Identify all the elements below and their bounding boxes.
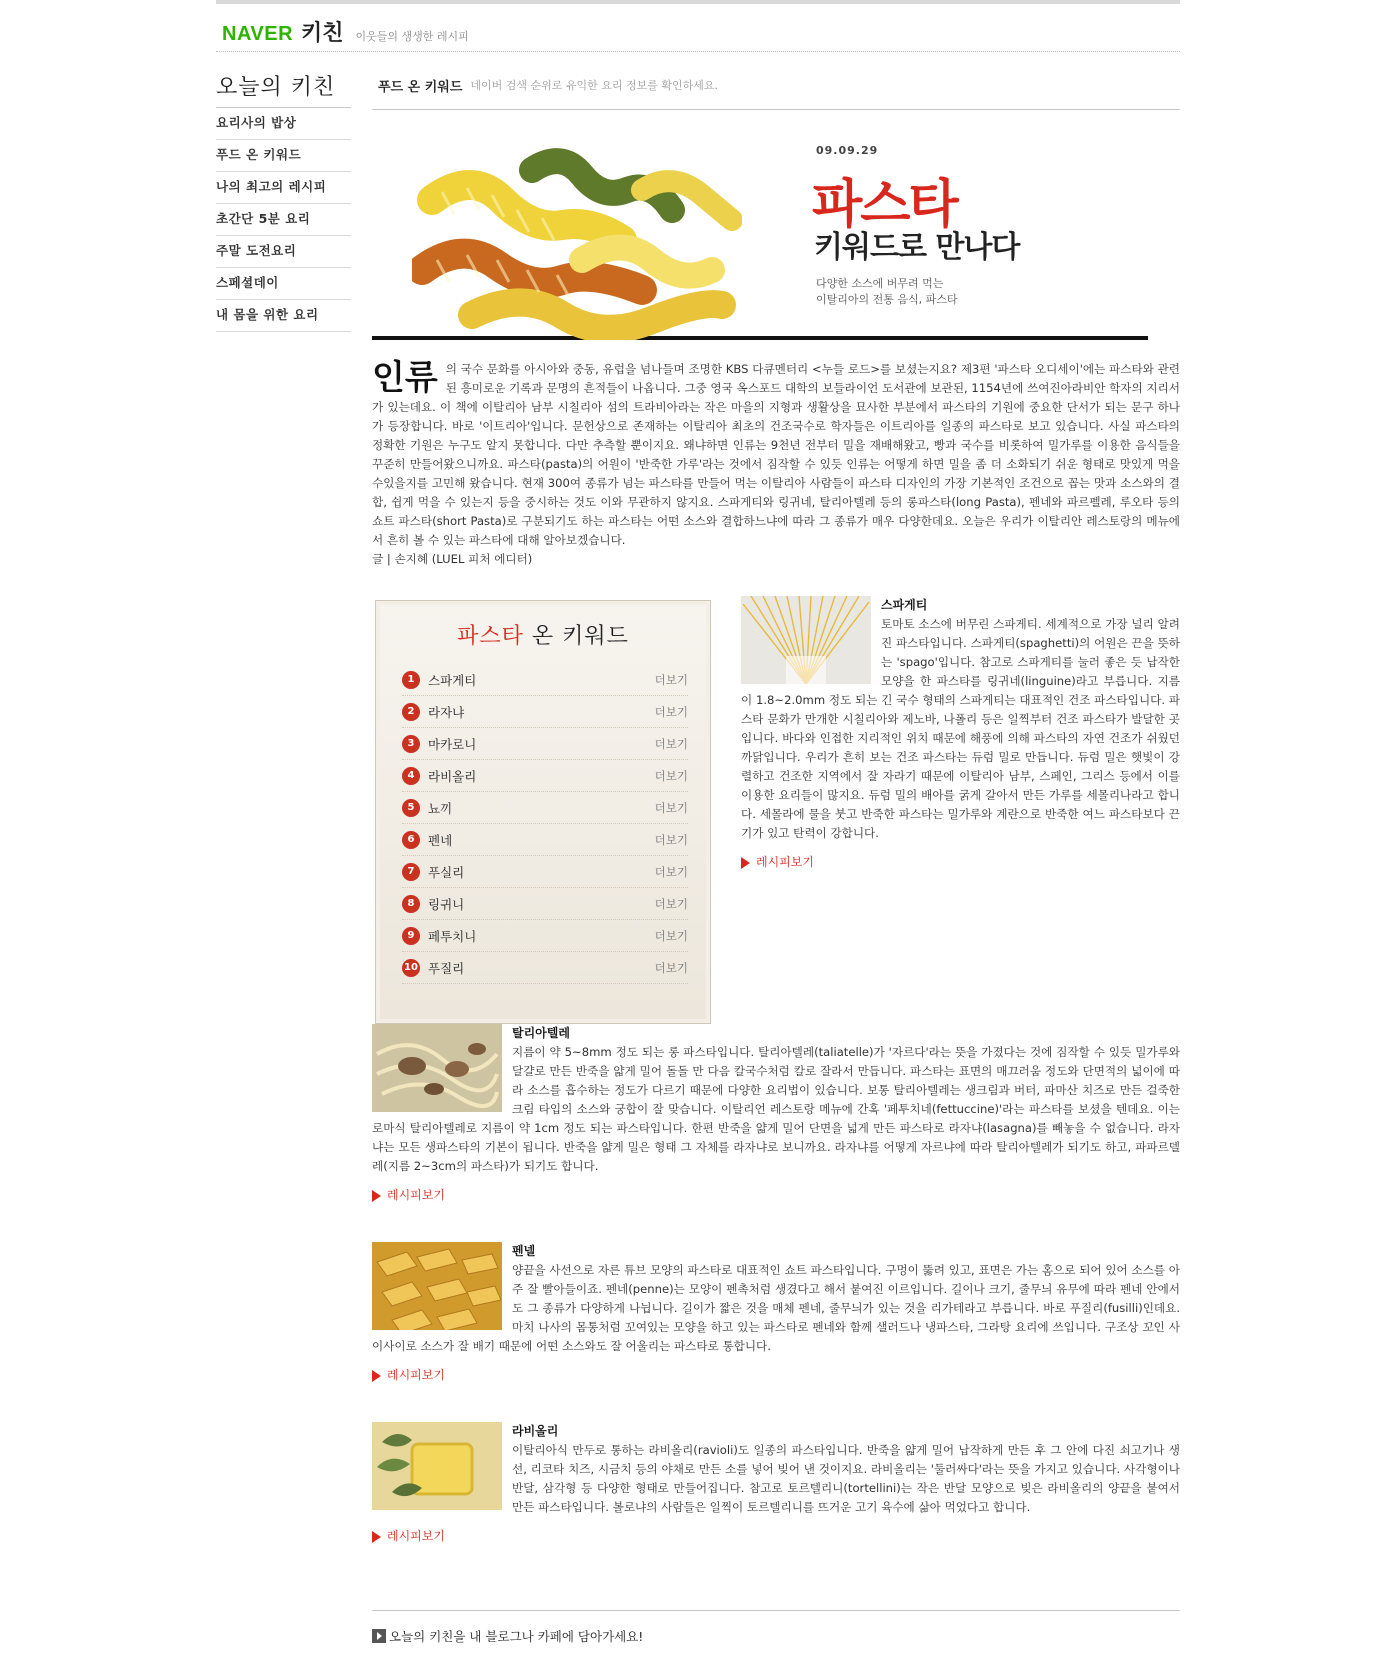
fusilli-image [412,130,742,340]
arrow-right-icon [372,1531,381,1543]
sidebar-item-my-best-recipe[interactable]: 나의 최고의 레시피 [216,172,351,204]
sidebar-title[interactable]: 오늘의 키친 [216,70,351,108]
intro-credit: 글 | 손지혜 (LUEL 피처 에디터) [372,552,533,566]
keyword-name[interactable]: 뇨끼 [428,800,453,816]
tagline: 이웃들의 생생한 레시피 [355,30,469,43]
keyword-item[interactable] [402,888,688,920]
rank-badge: 10 [402,959,420,977]
hero-subtitle: 키워드로 만나다 [814,230,1020,265]
rank-badge: 2 [402,703,420,721]
spaghetti-image [741,596,871,684]
arrow-right-icon [372,1190,381,1202]
keyword-item[interactable] [402,696,688,728]
recipe-link-label[interactable]: 레시피보기 [387,1188,445,1202]
main-content [372,70,1180,1543]
article-body: 이탈리아식 만두로 통하는 라비올리(ravioli)도 일종의 파스타입니다. 반죽을 얇게 밀어 납작하게 만든 후 그 안에 다진 쇠고기나 생선, 리코타 치즈, 시금치 등의 야채로 만든 소를 넣어 빚어 낸 것이지요. 라비올리는 '둘러싸다'라는 뜻을 가지고 있습니다. 사각형이나 반달, 삼각형 등 다양한 형태로 만들어집니다. 참고로 토르텔리니(tortellini)는 작은 반달 모양으로 빚은 라비올리의 양끝을 붙여서 만든 파스타입니다. 볼로냐의 사람들은 일찍이 토르텔리니를 뜨거운 고기 육수에 삶아 먹었다고 합니다. [512,1443,1180,1514]
section-desc: 네이버 검색 순위로 유익한 요리 정보를 확인하세요. [470,79,719,92]
brand[interactable] [222,16,469,47]
keyword-name[interactable]: 펜네 [428,832,453,848]
article-spaghetti [741,596,1180,872]
more-link[interactable]: 더보기 [654,832,688,847]
recipe-link[interactable] [372,1527,1180,1546]
hero-date: 09.09.29 [816,144,879,157]
keyword-name[interactable]: 마카로니 [428,736,477,752]
keyword-name[interactable]: 푸질리 [428,960,465,976]
naver-logo[interactable]: NAVER [222,23,294,45]
sidebar-item-special-day[interactable]: 스페셜데이 [216,268,351,300]
article-body: 양끝을 사선으로 자른 튜브 모양의 파스타로 대표적인 쇼트 파스타입니다. 구멍이 뚫려 있고, 표면은 가는 홈으로 되어 있어 소스를 아주 잘 빨아들이죠. 펜네(penne)는 모양이 펜촉처럼 생겼다고 해서 붙여진 이르입니다. 길이나 크기, 줄무늬 유무에 따라 펜네 안에서도 그 종류가 다양하게 나뉩니다. 길이가 짧은 것을 매체 펜네, 줄무늬가 있는 것을 리가테라고 부릅니다. 바로 푸질리(fusilli)인데요. 마치 나사의 몸통처럼 꼬여있는 모양을 하고 있는 파스타로 펜네와 함께 샐러드나 냉파스타, 그라탕 요리에 쓰입니다. 구조상 꼬인 사이사이로 소스가 잘 배기 때문에 어떤 소스와도 잘 어울리는 파스타로 통합니다. [372,1263,1180,1353]
sidebar-item-healthy-food[interactable]: 내 몸을 위한 요리 [216,300,351,332]
arrow-right-icon [372,1370,381,1382]
sidebar-item-food-on-keyword[interactable]: 푸드 온 키워드 [216,140,351,172]
sidebar-item-5min-recipe[interactable]: 초간단 5분 요리 [216,204,351,236]
rank-badge: 8 [402,895,420,913]
recipe-link[interactable] [741,853,1180,872]
sidebar-item-weekend-challenge[interactable]: 주말 도전요리 [216,236,351,268]
intro-text [372,360,1180,569]
article-title: 라비올리 [512,1424,559,1438]
keyword-name[interactable]: 라비올리 [428,768,477,784]
keyword-name[interactable]: 스파게티 [428,672,477,688]
header [216,4,1180,52]
keyword-name[interactable]: 푸실리 [428,864,465,880]
kitchen-title[interactable]: 키친 [301,21,344,46]
rank-badge: 4 [402,767,420,785]
keyword-box [375,600,711,1024]
ravioli-image [372,1422,502,1510]
article-title: 스파게티 [881,598,928,612]
keyword-item[interactable] [402,664,688,696]
article-title: 펜넬 [512,1244,536,1258]
more-link[interactable]: 더보기 [654,960,688,975]
keyword-item[interactable] [402,760,688,792]
more-link[interactable]: 더보기 [654,864,688,879]
rank-badge: 6 [402,831,420,849]
recipe-link-label[interactable]: 레시피보기 [387,1529,445,1543]
keyword-list [402,664,688,984]
recipe-link-label[interactable]: 레시피보기 [387,1368,445,1382]
rank-badge: 7 [402,863,420,881]
article-tagliatelle [372,1024,1180,1205]
more-link[interactable]: 더보기 [654,800,688,815]
rank-badge: 5 [402,799,420,817]
keyword-item[interactable] [402,856,688,888]
hero-desc-line2: 이탈리아의 전통 음식, 파스타 [816,293,958,306]
intro-dropcap: 인류 [372,358,438,398]
keyword-name[interactable]: 링귀니 [428,896,465,912]
intro-body: 의 국수 문화를 아시아와 중동, 유럽을 넘나들며 조명한 KBS 다큐멘터리 <누들 로드>를 보셨는지요? 제3편 '파스타 오디세이'에는 파스타와 관련된 흥미로운 기록과 문명의 흔적들이 나옵니다. 그중 영국 옥스포드 대학의 보들라이언 도서관에 보관된, 1154년에 쓰여진아라비안 학자의 지리서가 있는데요. 이 책에 이탈리아 남부 시칠리아 섬의 트라비아라는 작은 마을의 지형과 생활상을 묘사한 부분에서 파스타의 기원에 중요한 단서가 되는 문구 하나가 등장합니다. 바로 '이트리아'입니다. 문헌상으로 존재하는 이탈리아 최초의 건조국수로 학자들은 이트리아를 일종의 파스타로 보고 있습니다. 사실 파스타의 정확한 기원은 누구도 알지 못합니다. 다만 추측할 뿐이지요. 왜냐하면 인류는 9천년 전부터 밀을 재배해왔고, 빵과 국수를 비롯하여 밀가루를 이용한 음식들을 꾸준히 만들어왔으니까요. 파스타(pasta)의 어원이 '반죽한 가루'라는 것에서 짐작할 수 있듯 인류는 어떻게 하면 밀을 좀 더 소화되기 쉬운 형태로 맛있게 먹을 수있을지를 고민해 왔습니다. 현재 300여 종류가 넘는 파스타를 만들어 먹는 이탈리아 사람들이 파스타 디자인의 가장 기본적인 조건으로 꼽는 맛과 소스와의 결합, 쉽게 먹을 수 있는지 등을 중시하는 것도 이와 무관하지 않지요. 스파게티와 링귀네, 탈리아텔레 등의 롱파스타(long Pasta), 펜네와 파르펠레, 루오타 등의 쇼트 파스타(short Pasta)로 구분되기도 하는 파스타는 어떤 소스와 결합하느냐에 따라 그 종류가 매우 다양한데요. 오늘은 우리가 이탈리안 레스토랑의 메뉴에서 흔히 볼 수 있는 파스타에 대해 알아보겠습니다. [372,362,1180,547]
hero-title: 파스타 [812,175,957,235]
footer-share[interactable] [372,1610,1180,1645]
hero-desc-line1: 다양한 소스에 버무려 먹는 [816,277,944,290]
more-link[interactable]: 더보기 [654,672,688,687]
more-link[interactable]: 더보기 [654,704,688,719]
hero-banner [372,110,1148,340]
more-link[interactable]: 더보기 [654,768,688,783]
article-body: 토마토 소스에 버무린 스파게티. 세계적으로 가장 널리 알려진 파스타입니다. 스파게티(spaghetti)의 어원은 끈을 뜻하는 'spago'입니다. 참고로 스파게티를 눌러 좋은 듯 납작한 모양을 한 파스타를 링귀네(linguine)라고 부릅니다. 지름이 1.8~2.0mm 정도 되는 긴 국수 형태의 스파게티는 대표적인 건조 파스타입니다. 파스타 문화가 만개한 시칠리아와 제노바, 나폴리 등은 일찍부터 건조 파스타가 발달한 곳입니다. 바다와 인접한 지리적인 위치 때문에 해풍에 의해 파스타의 자연 건조가 쉬웠던 까닭입니다. 우리가 흔히 보는 건조 파스타는 듀럼 밀로 만듭니다. 듀럼 밀은 햇빛이 강렬하고 건조한 지역에서 잘 자라기 때문에 이탈리아 남부, 스페인, 그리스 등에서 이를 이용한 요리들이 많지요. 듀럼 밀의 배아를 굵게 갈아서 만든 가루를 세몰리나라고 합니다. 세몰라에 물을 붓고 반죽한 파스타는 밀가루와 계란으로 반죽한 여느 파스타보다 끈기가 있고 탄력이 강합니다. [741,617,1180,840]
recipe-link-label[interactable]: 레시피보기 [756,855,814,869]
keyword-item[interactable] [402,824,688,856]
penne-image [372,1242,502,1330]
keyword-name[interactable]: 페투치니 [428,928,477,944]
recipe-link[interactable] [372,1366,1180,1385]
keyword-item[interactable] [402,920,688,952]
section-header [372,70,1180,110]
more-link[interactable]: 더보기 [654,736,688,751]
keyword-name[interactable]: 라자냐 [428,704,465,720]
share-label[interactable]: 오늘의 키친을 내 블로그나 카페에 담아가세요! [389,1629,644,1644]
article-ravioli [372,1422,1180,1546]
article-penne [372,1242,1180,1385]
section-title: 푸드 온 키워드 [378,80,463,95]
sidebar [216,70,351,332]
keyword-item[interactable] [402,792,688,824]
sidebar-item-chef-table[interactable]: 요리사의 밥상 [216,108,351,140]
arrow-right-icon [741,857,750,869]
recipe-link[interactable] [372,1186,1180,1205]
keyword-item[interactable] [402,728,688,760]
rank-badge: 9 [402,927,420,945]
keyword-title-highlight: 파스타 [457,624,524,649]
article-body: 지름이 약 5~8mm 정도 되는 롱 파스타입니다. 탈리아텔레(taliatelle)가 '자르다'라는 뜻을 가졌다는 것에 짐작할 수 있듯 밀가루와 달걀로 만든 반죽을 얇게 밀어 돌돌 만 다음 칼국수처럼 칼로 잘라서 만듭니다. 파스타는 표면의 매끄러움 정도와 단면적의 넓이에 따라 소스를 흡수하는 정도가 다르기 때문에 다양한 요리법이 있습니다. 보통 탈리아텔레는 생크림과 버터, 파마산 치즈로 만든 걸죽한 크림 타입의 소스와 궁합이 잘 맞습니다. 이탈리언 레스토랑 메뉴에 간혹 '페투치네(fettuccine)'라는 파스타를 보셨을 텐데요. 이는 로마식 탈리아텔레로 지름이 약 1cm 정도 되는 파스타입니다. 한편 반죽을 얇게 밀어 단면을 넓게 만든 파스타로 라자냐(lasagna)를 빼놓을 수 없습니다. 라자냐는 모든 생파스타의 기본이 됩니다. 반죽을 얇게 밀은 형태 그 자체를 라자냐로 보니까요. 라자냐를 어떻게 자르냐에 따라 탈리아텔레가 되기도 하고, 파파르델레(지름 2~3cm의 파스타)가 되기도 합니다. [372,1045,1180,1173]
more-link[interactable]: 더보기 [654,896,688,911]
rank-badge: 3 [402,735,420,753]
article-title: 탈리아텔레 [512,1026,570,1040]
tagliatelle-image [372,1024,502,1112]
keyword-item[interactable] [402,952,688,984]
more-link[interactable]: 더보기 [654,928,688,943]
share-arrow-icon [372,1629,386,1643]
rank-badge: 1 [402,671,420,689]
keyword-box-title [376,619,710,650]
keyword-title-rest: 온 키워드 [523,624,629,649]
